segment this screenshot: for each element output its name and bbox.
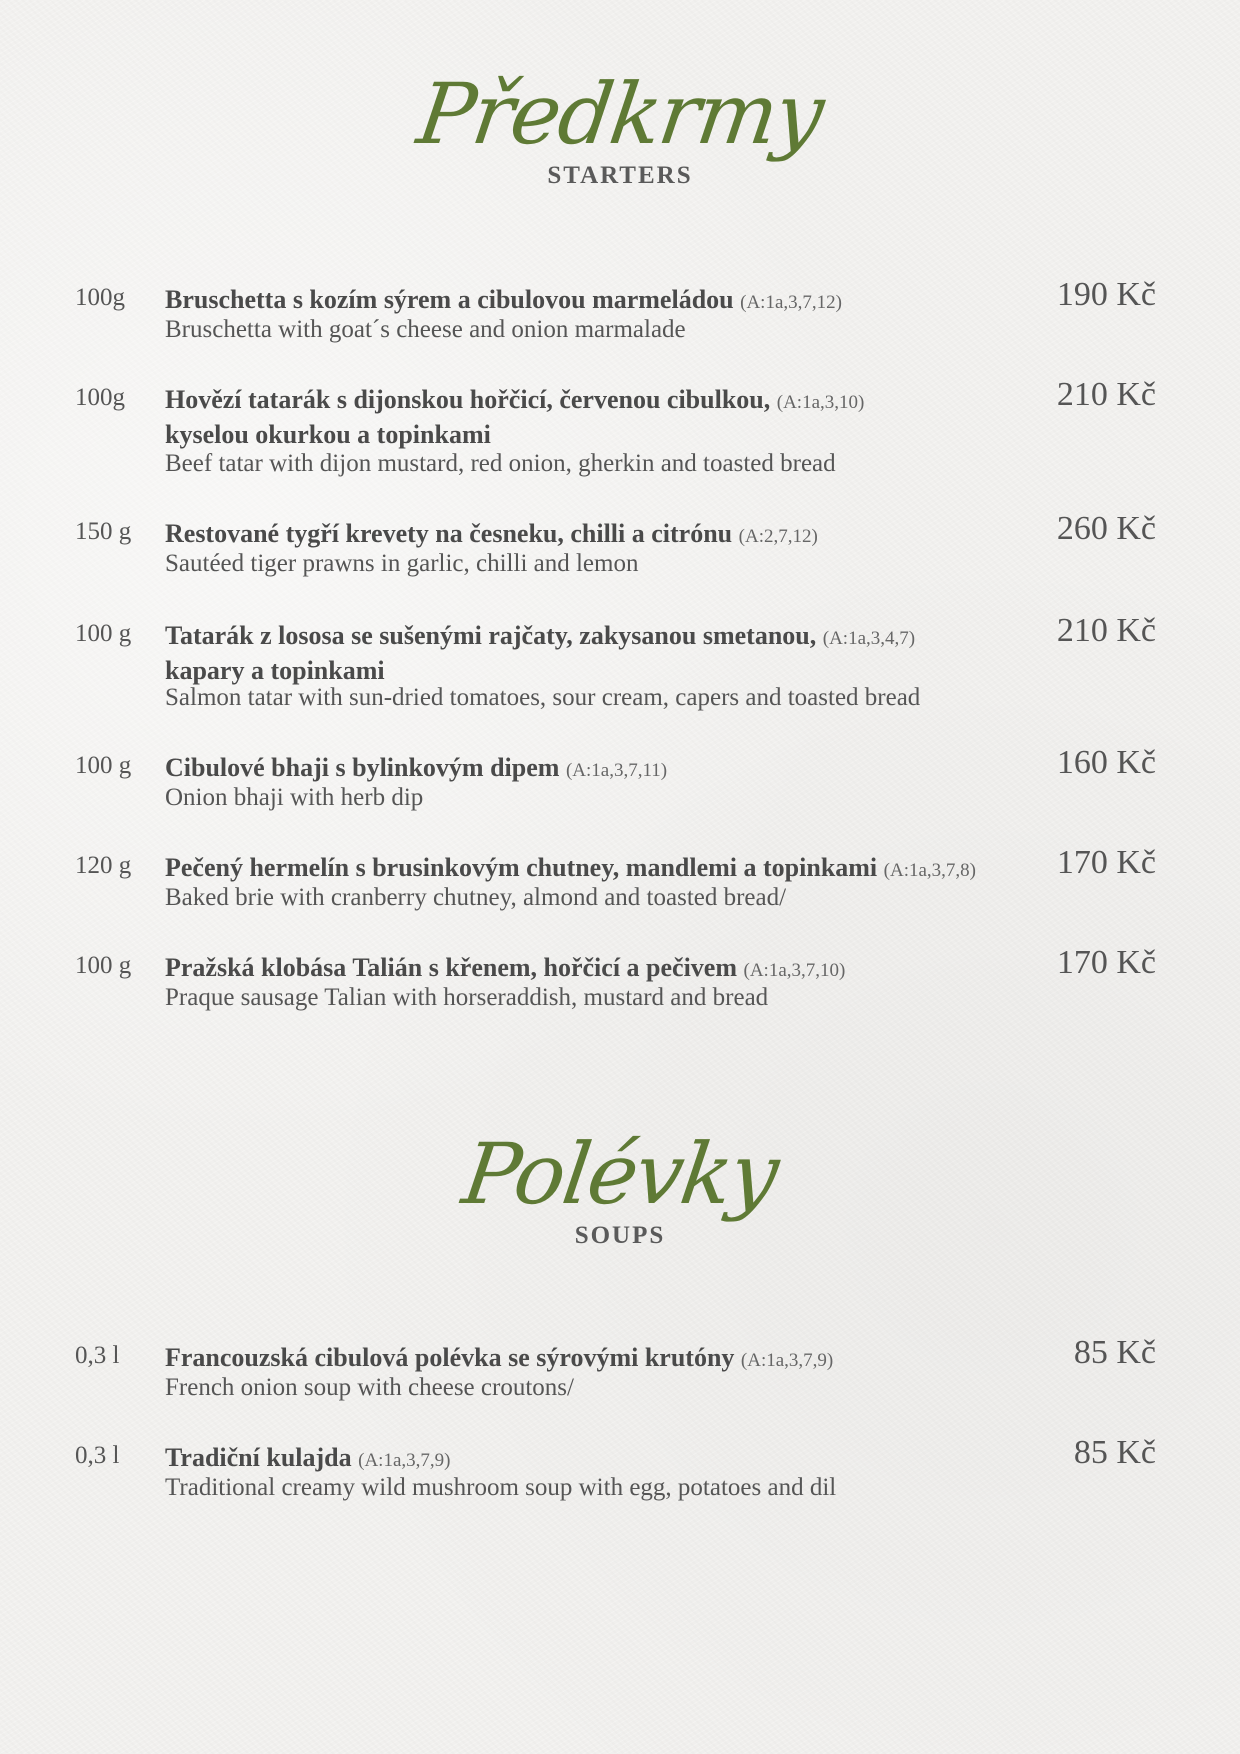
item-name-text: Tradiční kulajda	[165, 1443, 352, 1472]
item-name-text: Bruschetta s kozím sýrem a cibulovou marmeládou	[165, 285, 734, 314]
item-name-text: Hovězí tatarák s dijonskou hořčicí, červenou cibulkou,	[165, 385, 771, 414]
item-allergens: (A:1a,3,7,9)	[358, 1450, 451, 1471]
item-name-text: Pražská klobása Talián s křenem, hořčicí a pečivem	[165, 953, 737, 982]
item-name-text: Restované tygří krevety na česneku, chilli a citrónu	[165, 519, 733, 548]
item-name-text: Pečený hermelín s brusinkovým chutney, mandlemi a topinkami	[165, 853, 878, 882]
item-price: 210 Kč	[1056, 376, 1156, 413]
item-price: 170 Kč	[1056, 844, 1156, 881]
item-name-text-line2: kyselou okurkou a topinkami	[165, 420, 491, 449]
item-quantity: 100 g	[75, 620, 132, 647]
item-allergens: (A:2,7,12)	[738, 526, 818, 547]
item-name-english: Bruschetta with goat´s cheese and onion marmalade	[165, 316, 686, 343]
item-name-english: Sautéed tiger prawns in garlic, chilli and lemon	[165, 550, 639, 577]
item-name-text-line2: kapary a topinkami	[165, 656, 385, 685]
item-quantity: 100g	[75, 384, 125, 411]
item-name-text: Cibulové bhaji s bylinkovým dipem	[165, 753, 560, 782]
item-name-english: Praque sausage Talian with horseraddish, mustard and bread	[165, 984, 769, 1011]
item-name-text: Tatarák z lososa se sušenými rajčaty, zakysanou smetanou,	[165, 621, 817, 650]
item-name-english: Beef tatar with dijon mustard, red onion, gherkin and toasted bread	[165, 450, 836, 477]
item-name-english: French onion soup with cheese croutons/	[165, 1374, 574, 1401]
item-name-text: Francouzská cibulová polévka se sýrovými krutóny	[165, 1343, 735, 1372]
item-quantity: 100 g	[75, 952, 132, 979]
item-allergens: (A:1a,3,7,8)	[883, 860, 976, 881]
item-quantity: 0,3 l	[75, 1342, 120, 1369]
item-name-czech	[165, 620, 1045, 687]
item-quantity: 150 g	[75, 518, 132, 545]
item-quantity: 100g	[75, 284, 125, 311]
item-price: 85 Kč	[1073, 1334, 1156, 1371]
item-quantity: 100 g	[75, 752, 132, 779]
item-name-english: Traditional creamy wild mushroom soup with egg, potatoes and dil	[165, 1474, 837, 1501]
item-allergens: (A:1a,3,4,7)	[822, 628, 916, 649]
section-title: Polévky	[457, 1125, 783, 1223]
item-allergens: (A:1a,3,7,9)	[740, 1350, 834, 1371]
item-price: 260 Kč	[1056, 510, 1156, 547]
item-price: 190 Kč	[1056, 276, 1156, 313]
item-quantity: 0,3 l	[75, 1442, 120, 1469]
section-title: Předkrmy	[411, 65, 829, 163]
item-name-czech	[165, 384, 1045, 451]
item-allergens: (A:1a,3,7,10)	[743, 960, 846, 981]
section-header-soups	[0, 1125, 1240, 1250]
item-allergens: (A:1a,3,10)	[776, 392, 865, 413]
item-price: 85 Kč	[1073, 1434, 1156, 1471]
item-price: 210 Kč	[1056, 612, 1156, 649]
item-name-english: Baked brie with cranberry chutney, almond and toasted bread/	[165, 884, 787, 911]
item-name-english: Salmon tatar with sun-dried tomatoes, sour cream, capers and toasted bread	[165, 684, 921, 711]
item-quantity: 120 g	[75, 852, 132, 879]
item-price: 170 Kč	[1056, 944, 1156, 981]
section-subtitle: STARTERS	[547, 162, 693, 189]
item-allergens: (A:1a,3,7,11)	[565, 760, 668, 781]
item-name-english: Onion bhaji with herb dip	[165, 784, 424, 811]
item-allergens: (A:1a,3,7,12)	[740, 292, 842, 313]
item-price: 160 Kč	[1056, 744, 1156, 781]
section-subtitle: SOUPS	[574, 1222, 666, 1249]
section-header-starters	[0, 65, 1240, 190]
